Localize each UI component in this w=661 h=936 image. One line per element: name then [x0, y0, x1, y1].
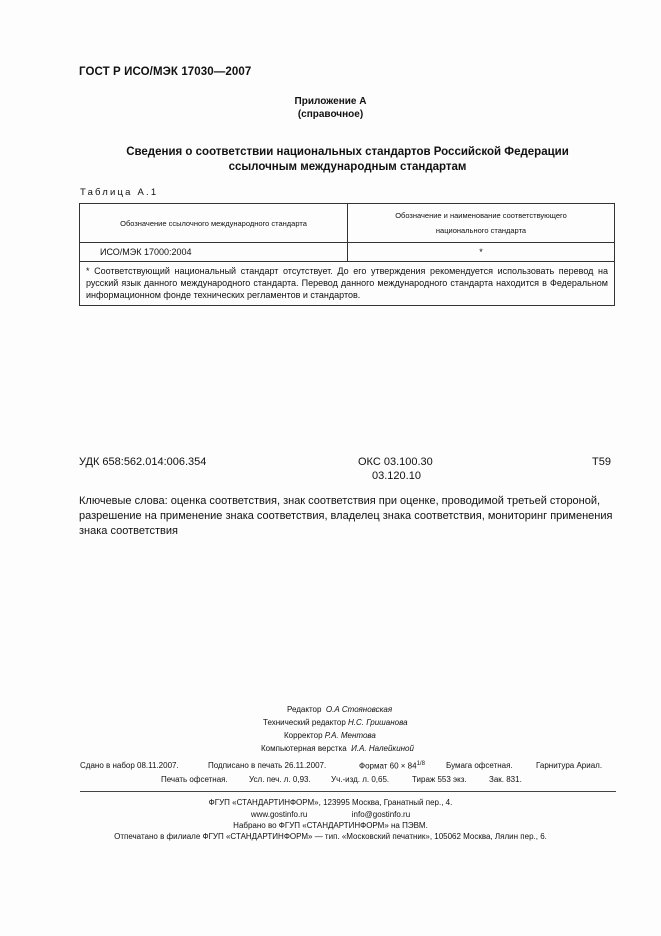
table-header-row — [80, 204, 615, 243]
column-header-national-line1: Обозначение и наименование соответствующего — [395, 211, 567, 220]
credit-editor-name: О.А Стояновская — [325, 705, 393, 714]
correspondence-table — [79, 203, 615, 306]
divider — [80, 791, 616, 792]
print-signed: Подписано в печать 26.11.2007. — [208, 761, 327, 770]
credit-proofreader-label: Корректор — [284, 731, 323, 740]
table-caption: Таблица А.1 — [80, 187, 159, 198]
appendix-subtitle: (справочное) — [297, 109, 364, 120]
print-run: Тираж 553 экз. — [412, 775, 467, 784]
column-header-international: Обозначение ссылочного международного стандарта — [80, 204, 348, 243]
table-footnote-row — [80, 262, 615, 306]
credit-layout — [261, 742, 414, 755]
print-sheets: Усл. печ. л. 0,93. — [249, 775, 311, 784]
print-paper: Бумага офсетная. — [446, 761, 513, 770]
appendix-title: Приложение А — [294, 96, 367, 107]
publisher-address: ФГУП «СТАНДАРТИНФОРМ», 123995 Москва, Гранатный пер., 4. — [208, 798, 453, 807]
credit-proofreader — [284, 729, 376, 742]
group-code: Т59 — [592, 456, 611, 468]
credit-tech-editor-label: Технический редактор — [263, 718, 346, 727]
print-format-fraction: 1/8 — [416, 761, 425, 767]
document-code: ГОСТ Р ИСО/МЭК 17030—2007 — [79, 66, 252, 78]
credit-editor — [287, 703, 392, 716]
publisher-website[interactable]: www.gostinfo.ru — [250, 810, 308, 819]
print-edition-sheets: Уч.-изд. л. 0,65. — [331, 775, 390, 784]
appendix-heading-line1: Сведения о соответствии национальных стандартов Российской Федерации — [126, 146, 569, 158]
table-cell-national: * — [348, 243, 615, 262]
column-header-national-line2: национального стандарта — [435, 226, 527, 235]
publisher-contacts — [0, 810, 661, 819]
publisher-email[interactable]: info@gostinfo.ru — [351, 810, 411, 819]
print-sent: Сдано в набор 08.11.2007. — [80, 761, 179, 770]
appendix-heading-line2: ссылочным международным стандартам — [228, 161, 467, 173]
keywords: Ключевые слова: оценка соответствия, знак соответствия при оценке, проводимой третьей стороной, разрешение на применение знака соответствия, владелец знака соответствия, мониторинг применения знака соответствия — [79, 495, 613, 537]
publisher-typeset: Набрано во ФГУП «СТАНДАРТИНФОРМ» на ПЭВМ. — [233, 821, 428, 830]
table-row — [80, 243, 615, 262]
credit-proofreader-name: Р.А. Ментова — [324, 731, 376, 740]
udk-code: УДК 658:562.014:006.354 — [79, 456, 207, 468]
column-header-national — [348, 204, 615, 243]
print-typeface: Гарнитура Ариал. — [536, 761, 603, 770]
oks-code-1: ОКС 03.100.30 — [358, 456, 433, 468]
print-order: Зак. 831. — [489, 775, 522, 784]
oks-code-2: 03.120.10 — [372, 470, 421, 482]
publisher-printed: Отпечатано в филиале ФГУП «СТАНДАРТИНФОРМ» — тип. «Московский печатник», 105062 Москва, Лялин пер., 6. — [114, 832, 547, 841]
credit-layout-name: И.А. Налейкиной — [351, 744, 414, 753]
credit-tech-editor-name: Н.С. Гришанова — [348, 718, 408, 727]
credit-layout-label: Компьютерная верстка — [261, 744, 347, 753]
table-footnote: * Соответствующий национальный стандарт отсутствует. До его утверждения рекомендуется использовать перевод на русский язык данного международного стандарта. Перевод данного международного стандарта находится в Федеральном информационном фонде технических регламентов и стандартов. — [80, 262, 615, 306]
table-cell-international: ИСО/МЭК 17000:2004 — [80, 243, 348, 262]
credit-editor-label: Редактор — [287, 705, 322, 714]
print-format-label: Формат 60 × 84 — [359, 761, 417, 771]
print-format — [359, 761, 425, 771]
print-method: Печать офсетная. — [161, 775, 228, 784]
credit-tech-editor — [263, 716, 408, 729]
